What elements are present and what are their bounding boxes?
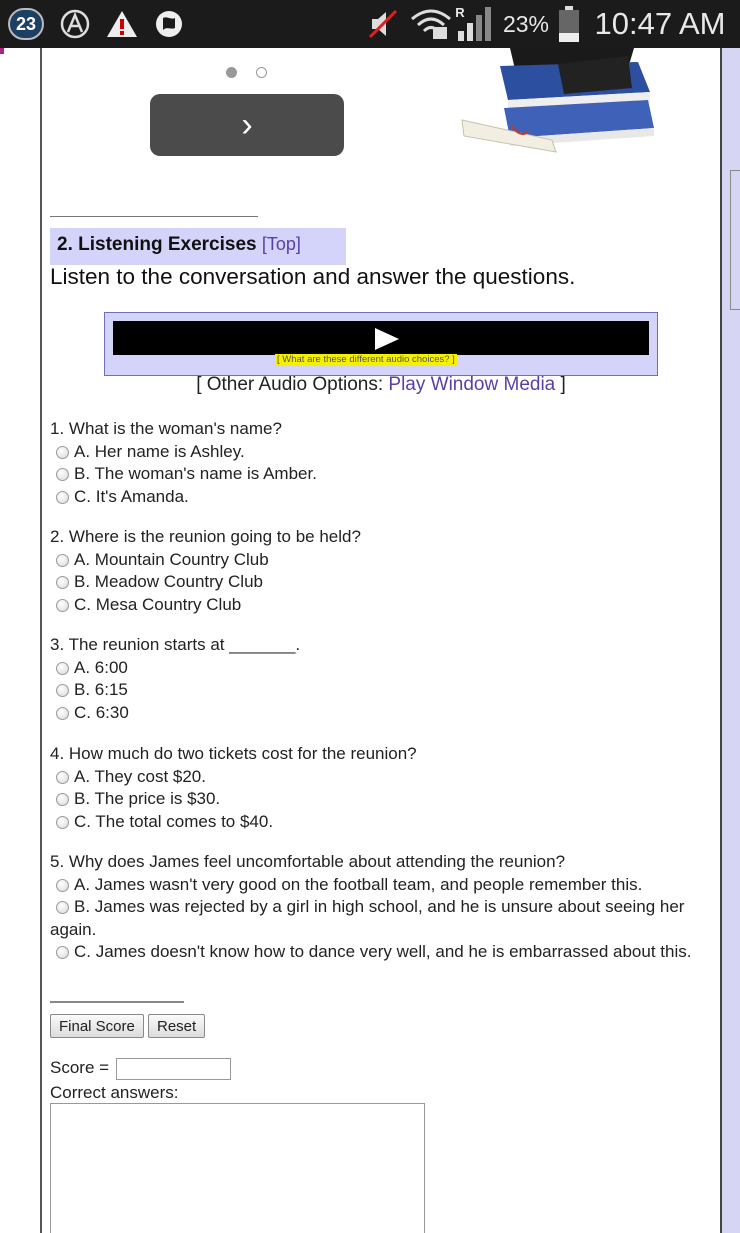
battery-text: 23%	[502, 10, 550, 37]
question-1	[50, 418, 710, 508]
radio-button[interactable]	[56, 599, 69, 612]
signal-icon	[456, 0, 496, 48]
audio-player	[104, 312, 658, 376]
option[interactable]	[50, 766, 710, 789]
app-a-icon	[58, 0, 92, 48]
play-icon[interactable]	[375, 328, 399, 350]
radio-button[interactable]	[56, 879, 69, 892]
divider	[50, 1001, 184, 1003]
option[interactable]	[50, 896, 710, 941]
option-label: A. 6:00	[74, 657, 128, 677]
clock	[586, 0, 734, 48]
mute-icon	[364, 0, 402, 48]
question-text: 2. Where is the reunion going to be held?	[50, 527, 361, 546]
battery-icon	[556, 0, 582, 48]
option[interactable]	[50, 941, 710, 964]
option-label: A. They cost $20.	[74, 766, 206, 786]
question-2	[50, 526, 710, 616]
radio-button[interactable]	[56, 684, 69, 697]
play-window-media-link[interactable]: Play Window Media	[388, 374, 556, 395]
other-audio-suffix: ]	[555, 374, 566, 395]
warning-icon	[104, 0, 140, 48]
option-label: A. James wasn't very good on the football team, and people remember this.	[74, 874, 643, 894]
audio-help-link[interactable]: [ What are these different audio choices? ]	[277, 354, 455, 365]
other-audio-options	[42, 374, 720, 396]
option[interactable]	[50, 571, 710, 594]
option[interactable]	[50, 549, 710, 572]
divider	[50, 216, 258, 217]
radio-button[interactable]	[56, 491, 69, 504]
radio-button[interactable]	[56, 468, 69, 481]
radio-button[interactable]	[56, 576, 69, 589]
question-text: 3. The reunion starts at _______.	[50, 635, 301, 654]
wifi-icon	[408, 0, 454, 48]
question-5	[50, 851, 710, 964]
option[interactable]	[50, 486, 710, 509]
radio-button[interactable]	[56, 554, 69, 567]
page-marker	[0, 48, 4, 54]
radio-button[interactable]	[56, 771, 69, 784]
option[interactable]	[50, 702, 710, 725]
option-label: B. Meadow Country Club	[74, 572, 263, 591]
slide-indicator[interactable]	[256, 67, 267, 78]
next-slide-button[interactable]	[150, 94, 344, 156]
question-text: 1. What is the woman's name?	[50, 419, 282, 438]
option-label: A. Her name is Ashley.	[74, 441, 245, 461]
page-margin	[0, 48, 40, 1233]
option-label: C. 6:30	[74, 702, 129, 722]
instructions: Listen to the conversation and answer the questions.	[50, 264, 576, 289]
option-label: A. Mountain Country Club	[74, 549, 269, 569]
correct-answers-textarea[interactable]	[50, 1103, 425, 1233]
section-heading	[50, 228, 346, 265]
notification-count-icon	[8, 8, 44, 40]
radio-button[interactable]	[56, 662, 69, 675]
radio-button[interactable]	[56, 946, 69, 959]
reset-button[interactable]: Reset	[148, 1014, 205, 1038]
question-3	[50, 634, 710, 724]
globe-r-icon	[152, 0, 186, 48]
roaming-text: R	[455, 4, 465, 20]
scroll-thumb[interactable]	[730, 170, 740, 310]
radio-button[interactable]	[56, 901, 69, 914]
option-label: C. Mesa Country Club	[74, 594, 242, 614]
option[interactable]	[50, 463, 710, 486]
option[interactable]	[50, 874, 710, 897]
option[interactable]	[50, 811, 710, 834]
status-bar	[0, 0, 740, 48]
score-input[interactable]	[116, 1058, 231, 1080]
option[interactable]	[50, 441, 710, 464]
option-label: B. The price is $30.	[74, 789, 221, 808]
section-title: 2. Listening Exercises	[57, 234, 257, 255]
option-label: B. The woman's name is Amber.	[74, 464, 317, 483]
option[interactable]	[50, 679, 710, 702]
other-audio-prefix: [ Other Audio Options:	[196, 374, 389, 395]
correct-answers-label: Correct answers:	[50, 1083, 179, 1102]
option[interactable]	[50, 657, 710, 680]
option-label: B. 6:15	[74, 680, 128, 699]
radio-button[interactable]	[56, 446, 69, 459]
final-score-button[interactable]: Final Score	[50, 1014, 144, 1038]
radio-button[interactable]	[56, 816, 69, 829]
question-4	[50, 743, 710, 833]
battery-percent	[498, 0, 554, 48]
question-text: 4. How much do two tickets cost for the reunion?	[50, 744, 417, 763]
page-content	[42, 48, 720, 1233]
graduation-books-image	[458, 48, 664, 160]
option[interactable]	[50, 594, 710, 617]
option-label: B. James was rejected by a girl in high school, and he is unsure about seeing her again.	[50, 897, 685, 939]
question-text: 5. Why does James feel uncomfortable about attending the reunion?	[50, 852, 566, 871]
audio-player-bar	[113, 321, 649, 355]
radio-button[interactable]	[56, 793, 69, 806]
radio-button[interactable]	[56, 707, 69, 720]
clock-text: 10:47 AM	[594, 6, 726, 41]
option-label: C. It's Amanda.	[74, 486, 189, 506]
option[interactable]	[50, 788, 710, 811]
score-label: Score =	[50, 1058, 110, 1077]
notification-count: 23	[15, 13, 37, 34]
slide-indicator-active[interactable]	[226, 67, 237, 78]
option-label: C. James doesn't know how to dance very well, and he is embarrassed about this.	[74, 942, 692, 961]
option-label: C. The total comes to $40.	[74, 811, 274, 831]
next-slide-glyph: ›	[241, 105, 253, 144]
top-link[interactable]: [Top]	[261, 234, 301, 254]
